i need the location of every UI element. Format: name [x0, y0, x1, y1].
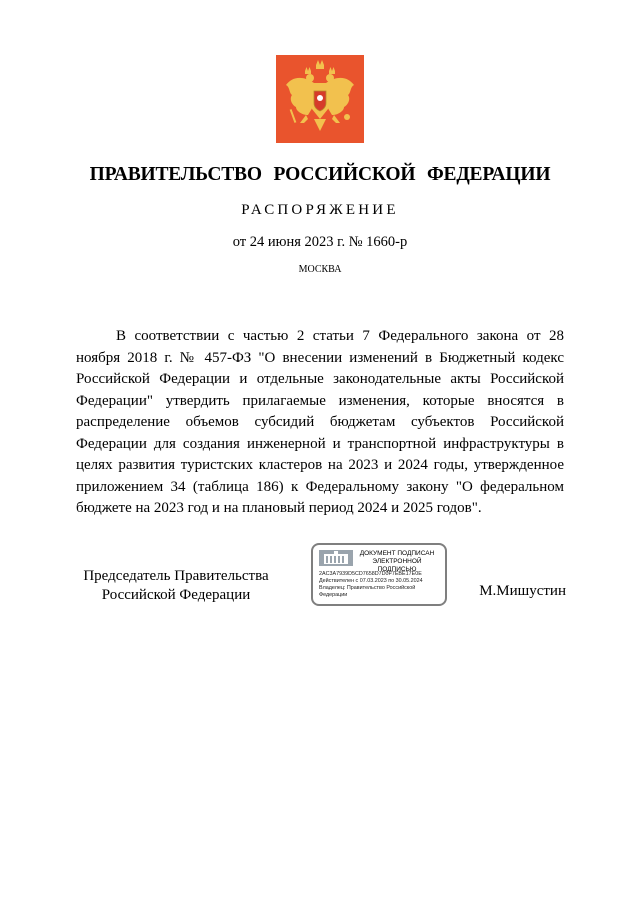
government-title: ПРАВИТЕЛЬСТВО РОССИЙСКОЙ ФЕДЕРАЦИИ: [89, 164, 551, 185]
stamp-owner-line: Владелец: Правительство Российской: [319, 585, 416, 591]
signer-position-line: Председатель Правительства: [83, 568, 269, 584]
document-date-number: от 24 июня 2023 г. № 1660-р: [232, 234, 408, 250]
electronic-signature-stamp: [311, 543, 447, 606]
signer-name: М.Мишустин: [479, 583, 566, 599]
signer-position: [76, 567, 276, 605]
government-building-icon: [319, 550, 353, 566]
document-type: РАСПОРЯЖЕНИЕ: [241, 202, 399, 218]
stamp-validity: Действителен с 07.03.2023 по 30.05.2024: [319, 578, 423, 584]
signer-position-line: Российской Федерации: [101, 587, 251, 603]
stamp-title-line: ДОКУМЕНТ ПОДПИСАН: [359, 550, 435, 557]
stamp-title-line: ЭЛЕКТРОННОЙ ПОДПИСЬЮ: [372, 558, 422, 573]
stamp-certificate: 2AC3A7939D5CD7658D7D0F7EBE17E0E: [319, 571, 422, 577]
stamp-owner: [319, 585, 441, 598]
document-city: МОСКВА: [298, 264, 342, 275]
body-paragraph: В соответствии с частью 2 статьи 7 Федерального закона от 28 ноября 2018 г. № 457-ФЗ "О внесении изменений в Бюджетный кодекс Российской Федерации и отдельные законодательные акты Российской Федерации" утвердить прилагаемые изменения, которые вносятся в распределение объемов субсидий бюджетам субъектов Российской Федерации для создания инженерной и транспортной инфраструктуры в целях развития туристских кластеров на 2023 и 2024 годы, утвержденное приложением 34 (таблица 186) к Федеральному закону "О федеральном бюджете на 2023 год и на плановый период 2024 и 2025 годов".: [76, 328, 564, 516]
emblem-icon: [276, 55, 364, 143]
stamp-owner-line: Федерации: [319, 591, 348, 598]
